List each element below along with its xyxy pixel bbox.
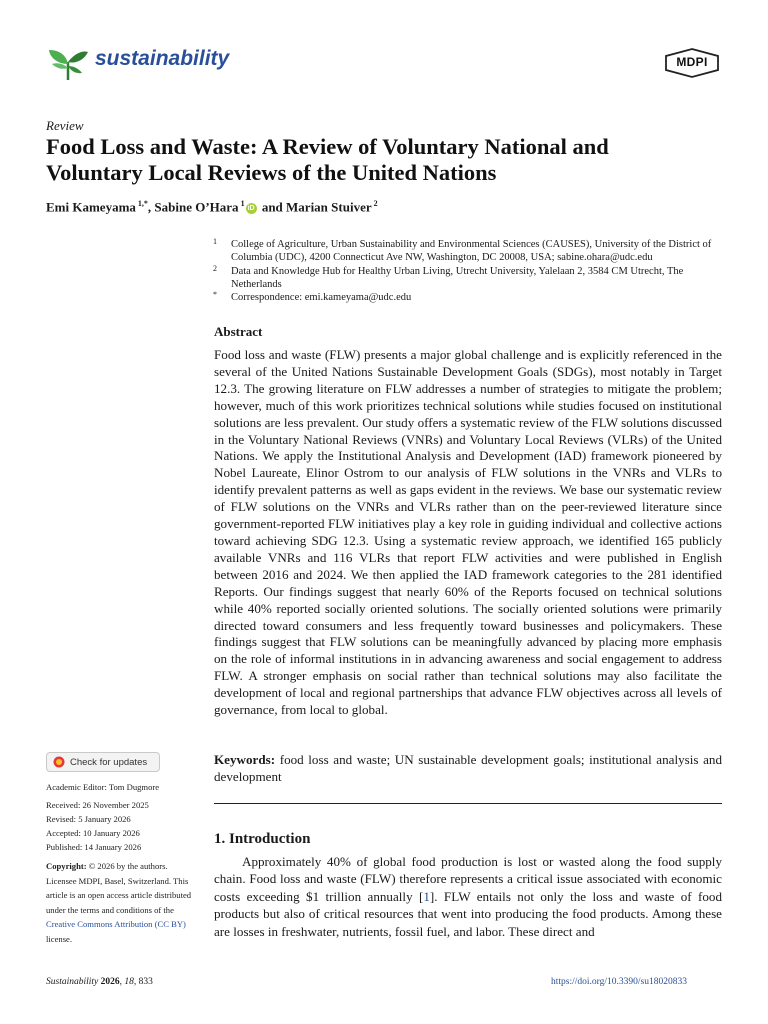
journal-logo-icon xyxy=(46,42,90,82)
article-title: Food Loss and Waste: A Review of Voluntary National and Voluntary Local Reviews of the United Nations xyxy=(46,134,609,185)
affiliation-mark: * xyxy=(213,290,217,300)
affiliations xyxy=(213,238,723,304)
affiliation-text: College of Agriculture, Urban Sustainability and Environmental Sciences (CAUSES), University of the District of Columbia (UDC), 4200 Connecticut Ave NW, Washington, DC 20008, USA; sabine.ohara@udc.edu xyxy=(231,239,712,264)
author-affiliation-mark: 2 xyxy=(371,199,378,208)
orcid-icon[interactable]: iD xyxy=(247,205,255,213)
citation-link[interactable]: 1 xyxy=(423,888,430,904)
author-affiliation-mark: 1 xyxy=(238,199,245,208)
keywords xyxy=(214,751,722,785)
affiliation-text: Data and Knowledge Hub for Healthy Urban Living, Utrecht University, Yalelaan 2, 3584 CM Utrecht, The Netherlands xyxy=(231,265,684,290)
keywords-list: food loss and waste; UN sustainable development goals; institutional analysis and development xyxy=(214,752,722,784)
abstract-paragraph: Food loss and waste (FLW) presents a major global challenge and is explicitly referenced in the several of the United Nations Sustainable Development Goals (SDGs), most notably in Target 12.3. The growing literature on FLW addresses a number of strategies to mitigate the problem; however, much of this work prioritizes technical solutions while studies focused on institutional solutions are less prevalent. Our study offers a systematic review of the FLW solutions discussed in the Voluntary National Reviews (VNRs) and Voluntary Local Reviews (VLRs) of the United Nations. We apply the Institutional Analysis and Development (IAD) framework pioneered by Nobel Laureate, Elinor Ostrom to our analysis of FLW solutions in the VNRs and VLRs to identify prevalent patterns as well as gaps evident in the reviews. We base our systematic review of FLW solutions on the VNRs and VLRs rather than on the peer-reviewed literature since government-reported FLW initiatives play a key role in guiding individual and collective actions toward achieving SDG 12.3. Using a systematic review approach, we identified 165 publicly available VNRs and 116 VLRs that report FLW activities and were published in English between 2016 and 2024. We then applied the IAD framework categories to the 281 identified Reports. Our findings suggest that nearly 60% of the Reports focused on technical solutions while 40% reported socially oriented solutions. The socially oriented solutions were primarily directed toward consumers and less frequently toward businesses and policymakers. These findings suggest that FLW solutions can be meaningfully advanced by placing more emphasis on the role of informal institutions in in advancing awareness and social engagement to address FLW. A stronger emphasis on social rather than technical solutions may also facilitate the development of local and regional partnerships that advance FLW objectives across all levels of governance, from local to global. xyxy=(214,347,722,718)
copyright-notice: Copyright: © 2026 by the authors. Licensee MDPI, Basel, Switzerland. This article is an open access article distributed under the terms and conditions of the Creative Commons Attribution (CC BY) license. xyxy=(46,861,192,944)
author-name: Emi Kameyama xyxy=(46,199,136,215)
affiliation-mark: 2 xyxy=(213,263,217,273)
keywords-label: Keywords: xyxy=(214,752,276,767)
affiliation-item xyxy=(213,291,723,304)
mdpi-logo-text: MDPI xyxy=(676,55,708,69)
introduction-text xyxy=(214,853,722,940)
author-affiliation-mark: 1,* xyxy=(135,199,148,208)
check-for-updates-button[interactable] xyxy=(46,752,160,772)
check-for-updates-label: Check for updates xyxy=(70,756,148,768)
section-heading-introduction: 1. Introduction xyxy=(214,831,311,847)
affiliation-mark: 1 xyxy=(213,237,217,246)
affiliation-item xyxy=(213,238,723,265)
author-name: Marian Stuiver xyxy=(286,199,372,215)
section-divider xyxy=(214,803,722,804)
affiliation-item xyxy=(213,265,723,292)
check-updates-icon xyxy=(53,756,65,768)
copyright-label: Copyright: xyxy=(46,861,87,871)
mdpi-logo[interactable] xyxy=(664,48,720,78)
author-name: Sabine O’Hara xyxy=(154,199,239,215)
affiliation-text: Correspondence: emi.kameyama@udc.edu xyxy=(231,292,412,304)
abstract-text xyxy=(214,347,722,719)
academic-editor: Academic Editor: Tom Dugmore xyxy=(46,782,160,792)
article-type: Review xyxy=(46,118,84,133)
copyright-text: © 2026 by the authors. Licensee MDPI, Basel, Switzerland. This article is an open access article distributed under the terms and conditions of the xyxy=(46,861,192,915)
citation-footer: Sustainability 2026, 18, 833 xyxy=(46,977,153,987)
journal-name[interactable]: sustainability xyxy=(95,47,230,70)
abstract-heading: Abstract xyxy=(214,324,263,339)
received-date: Received: 26 November 2025 xyxy=(46,800,149,810)
accepted-date: Accepted: 10 January 2026 xyxy=(46,828,140,838)
license-link[interactable]: Creative Commons Attribution (CC BY) xyxy=(46,919,186,929)
revised-date: Revised: 5 January 2026 xyxy=(46,814,131,824)
author-list: Emi Kameyama $^{1,*}$, Sabine O’Hara $^1$iD and Marian Stuiver $^2$ xyxy=(46,199,378,215)
doi-link[interactable]: https://doi.org/10.3390/su18020833 xyxy=(551,977,688,987)
published-date: Published: 14 January 2026 xyxy=(46,842,142,852)
introduction-paragraph: Approximately 40% of global food production is lost or wasted along the food supply chain. Food loss and waste (FLW) therefore represents a critical issue associated with economic costs exceeding $1 trillion annually [1]. FLW entails not only the loss and waste of food products but also of critical resources that went into producing the food products. Among these are losses in freshwater, nutrients, fossil fuel, and labor. These direct and xyxy=(214,854,722,939)
